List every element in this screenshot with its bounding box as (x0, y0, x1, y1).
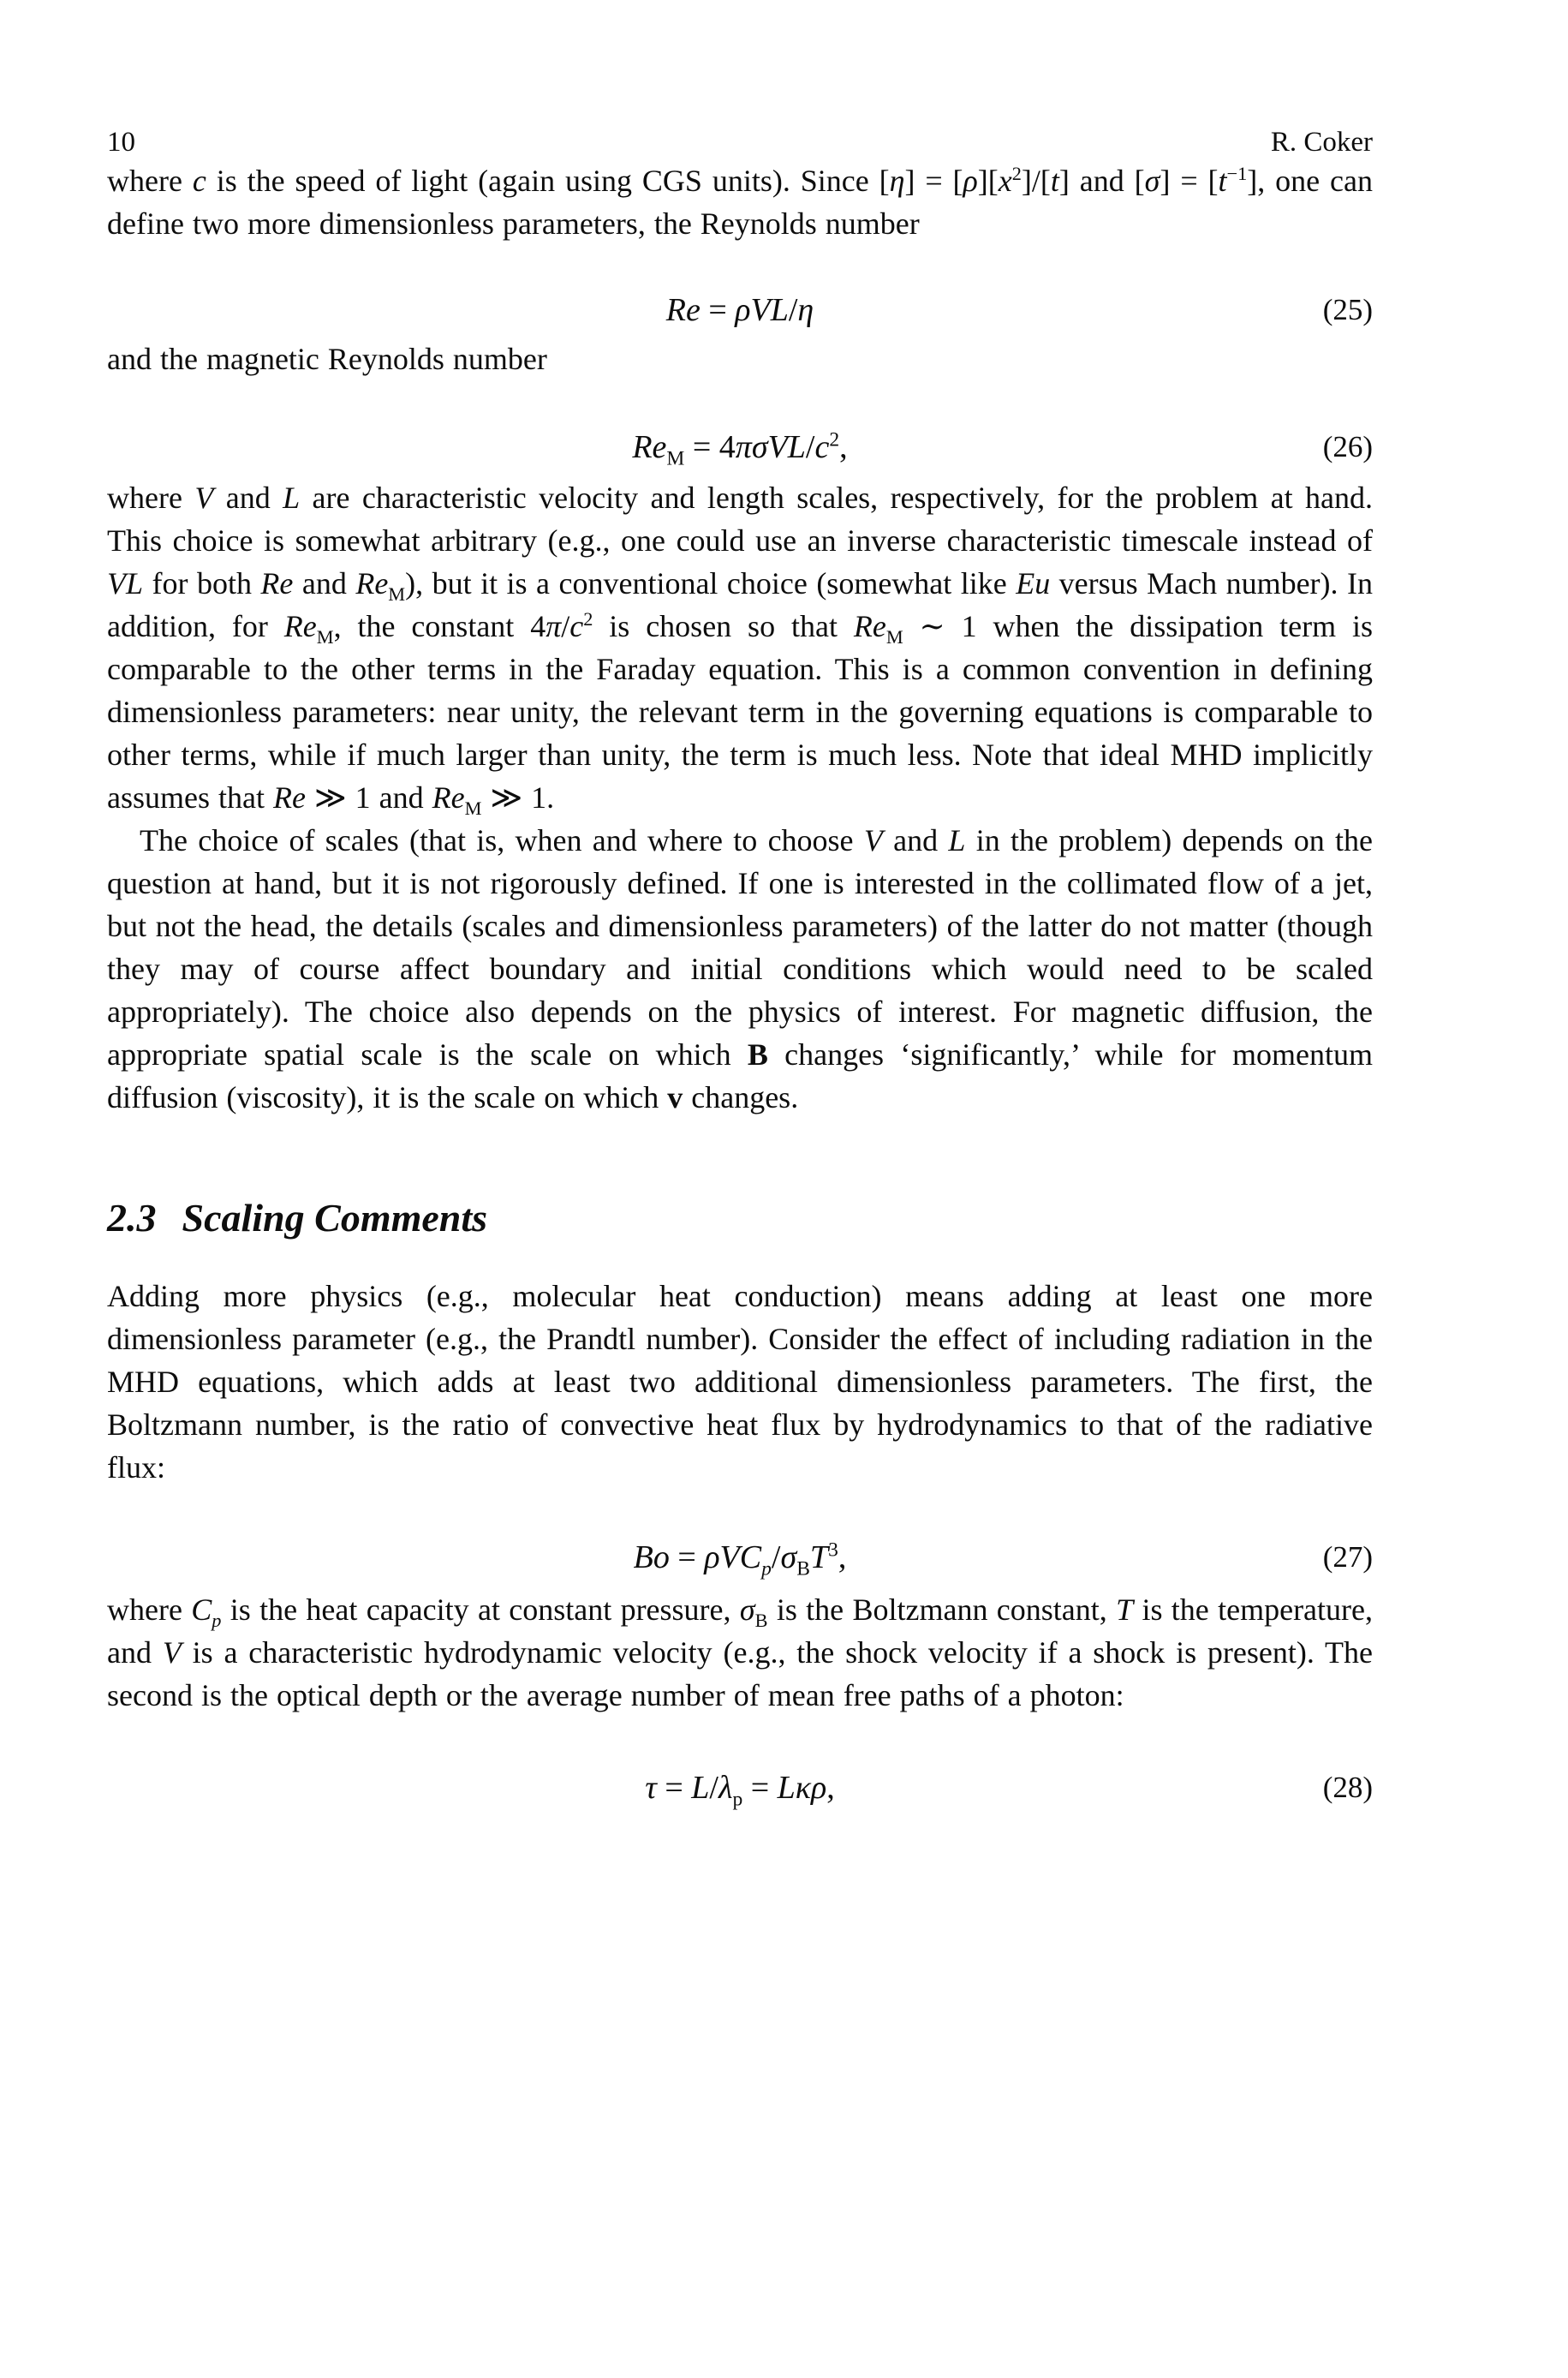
equation-27-body: $Bo = \rho VC_p/\sigma_BT^3$, (633, 1539, 847, 1580)
section-heading-number: 2.3 (107, 1196, 157, 1240)
running-head (107, 125, 1373, 159)
paragraph-reynolds-intro: where c is the speed of light (again using CGS units). Since $[\eta] = [\rho][x^2]/[t]$ and $[\sigma] = [t^{-1}]$, one can define two more dimensionless parameters, the Reynolds number (107, 163, 1373, 241)
equation-28-number: (28) (1322, 1771, 1373, 1805)
equation-25-number: (25) (1322, 293, 1373, 326)
equation-27-number: (27) (1322, 1540, 1373, 1574)
paragraph-magnetic-reynolds-lead: and the magnetic Reynolds number (107, 342, 547, 376)
running-author: R. Coker (1270, 127, 1373, 158)
equation-28-body: $\tau = L/\lambda_p = L\kappa\rho$, (645, 1770, 835, 1811)
page-number: 10 (107, 127, 135, 158)
equation-25 (107, 283, 1373, 338)
paragraph-scaling-comments-intro: Adding more physics (e.g., molecular heat conduction) means adding at least one more dimensionless parameter (e.g., the Prandtl number). Consider the effect of including radiation in the MHD equations, which adds at least two additional dimensionless parameters. The first, the Boltzmann number, is the ratio of convective heat flux by hydrodynamics to that of the radiative flux: (107, 1279, 1373, 1485)
equation-27 (107, 1527, 1373, 1588)
paragraph-boltzmann-definition: where $C_p$ is the heat capacity at constant pressure, $\sigma_B$ is the Boltzmann constant, T is the temperature, and V is a characteristic hydrodynamic velocity (e.g., the shock velocity if a shock is present). The second is the optical depth or the average number of mean free paths of a photon: (107, 1592, 1374, 1713)
equation-26-number: (26) (1322, 430, 1373, 463)
section-heading (107, 1194, 1373, 1242)
equation-25-body: Re = ρVL/η (665, 292, 814, 328)
section-heading-title: Scaling Comments (182, 1196, 488, 1240)
equation-28 (107, 1760, 1373, 1816)
equation-26-body: $Re_M = 4\pi\sigma VL/c^2$, (632, 428, 848, 470)
paragraph-choice-of-scales: The choice of scales (that is, when and where to choose V and L in the problem) depends on the question at hand, but it is not rigorously defined. If one is interested in the collimated flow of a jet, but not the head, the details (scales and dimensionless parameters) of the latter do not matter (though they may of course affect boundary and initial conditions which would need to be scaled appropriately). The choice also depends on the physics of interest. For magnetic diffusion, the appropriate spatial scale is the scale on which B changes ‘significantly,’ while for momentum diffusion (viscosity), it is the scale on which v changes. (107, 823, 1373, 1114)
paragraph-scale-discussion: where V and L are characteristic velocity and length scales, respectively, for the problem at hand. This choice is somewhat arbitrary (e.g., one could use an inverse characteristic timescale instead of VL for both Re and $Re_M$), but it is a conventional choice (somewhat like Eu versus Mach number). In addition, for $Re_M$, the constant $4\pi/c^2$ is chosen so that $Re_M$ ∼ 1 when the dissipation term is comparable to the other terms in the Faraday equation. This is a common convention in defining dimensionless parameters: near unity, the relevant term in the governing equations is comparable to other terms, while if much larger than unity, the term is much less. Note that ideal MHD implicitly assumes that Re ≫ 1 and $Re_M$ ≫ 1. (107, 481, 1374, 820)
equation-26 (107, 418, 1373, 476)
